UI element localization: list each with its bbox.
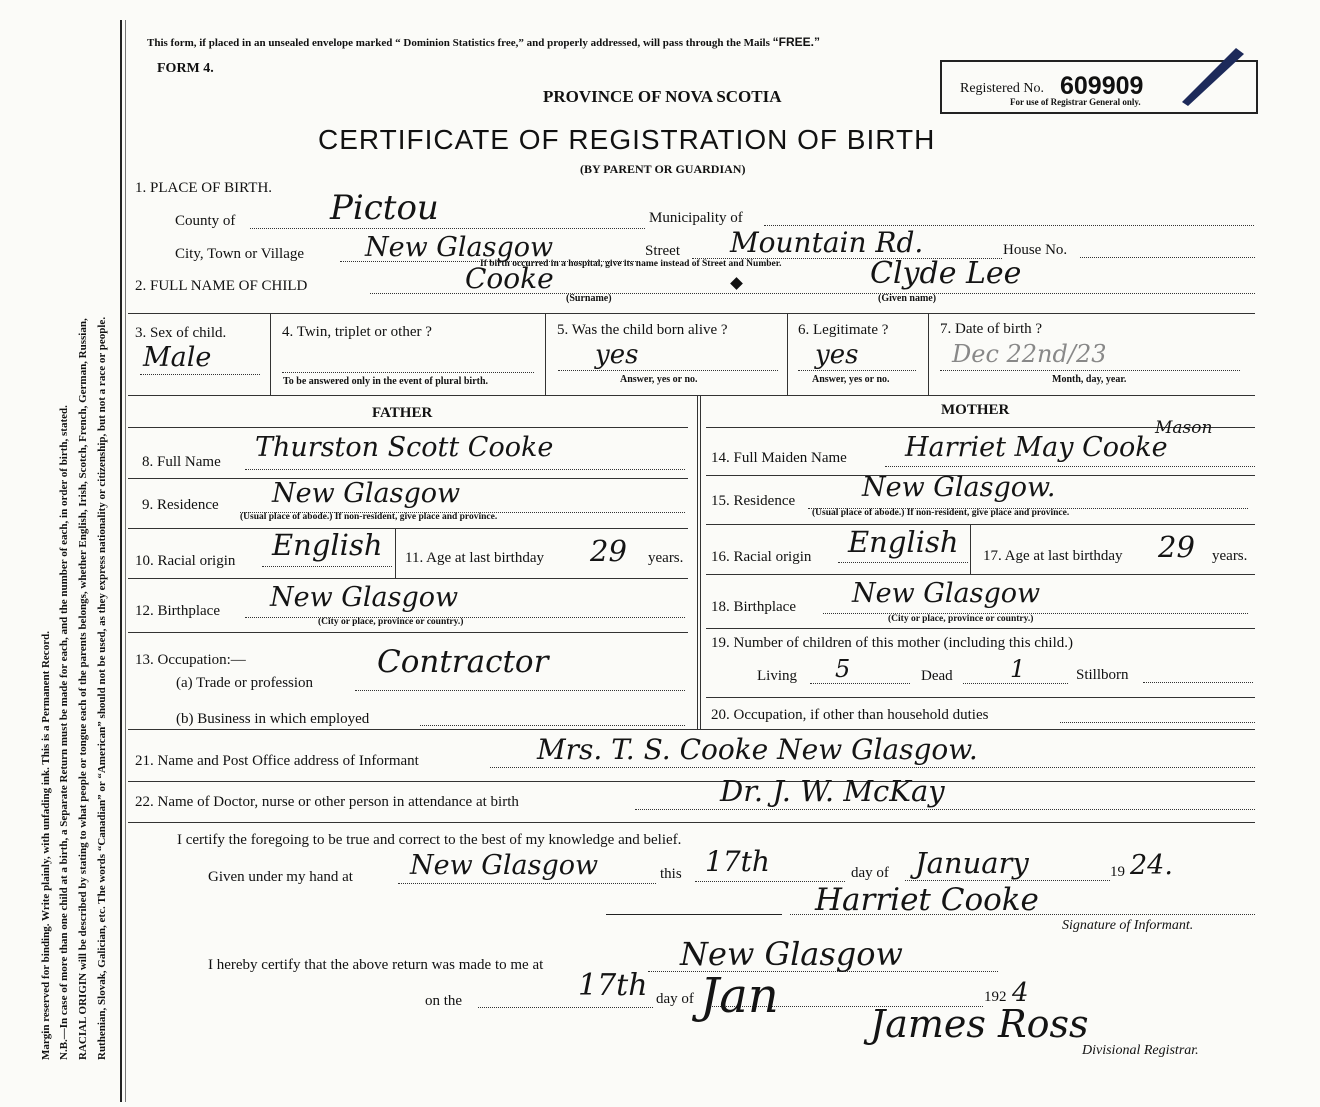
father-residence-value: New Glasgow [272,478,461,509]
father-name-label: 8. Full Name [142,454,221,470]
doctor-label: 22. Name of Doctor, nurse or other person in attendance at birth [135,794,519,810]
mother-row-sep-2 [706,524,1255,525]
registered-number: 609909 [1060,72,1144,100]
dob-value: Dec 22nd/23 [952,340,1107,368]
form-number: FORM 4. [157,61,214,76]
registrar-place-value: New Glasgow [680,935,903,973]
mother-stillborn-line [1143,682,1253,683]
twin-line [282,372,534,373]
street-label: Street [645,243,680,259]
hospital-note: If birth occurred in a hospital, give its name instead of Street and Number. [480,259,782,269]
legitimate-value: yes [815,340,859,370]
informant-label: 21. Name and Post Office address of Informant [135,753,419,769]
county-label: County of [175,213,236,229]
father-birthplace-caption: (City or place, province or country.) [318,617,464,627]
mother-living-line [810,683,910,684]
registrar-year-suffix: 4 [1012,978,1029,1008]
margin-note-3: RACIAL ORIGIN will be described by stating to what people or tongue each of the parents belongs, whether English, Irish, Scotch, French, German, Russian, [77,318,89,1060]
given-caption: (Given name) [878,293,937,304]
place-of-birth-label: 1. PLACE OF BIRTH. [135,180,273,196]
given-place-value: New Glasgow [410,850,599,881]
father-row-sep-4 [128,632,688,633]
mother-heading: MOTHER [941,402,1010,418]
child-surname-value: Cooke [465,262,554,295]
mother-living-value: 5 [835,655,851,683]
mother-birthplace-line [823,613,1248,614]
mother-occupation-line [1060,722,1255,723]
mother-birthplace-value: New Glasgow [852,578,1041,609]
registrar-day-of-label: day of [656,991,694,1007]
informant-bottom-border [128,781,1255,782]
registrar-statement: I hereby certify that the above return was made to me at [208,957,544,973]
county-line [250,228,645,229]
province-heading: PROVINCE OF NOVA SCOTIA [543,87,782,106]
mail-notice: This form, if placed in an unsealed envelope marked “ Dominion Statistics free,” and properly addressed, will pass through the Mails “FREE.” [147,35,820,49]
mother-name-correction: Mason [1155,418,1213,438]
father-heading: FATHER [372,405,433,421]
informant-signature-caption: Signature of Informant. [1062,918,1194,933]
mother-residence-caption: (Usual place of abode.) If non-resident, give place and province. [812,508,1070,518]
row3-top-border [128,313,1255,314]
mother-row-sep-4 [706,628,1255,629]
father-racial-value: English [272,528,383,562]
row3-bottom-border [128,395,1255,396]
alive-line [558,370,778,371]
twin-note: To be answered only in the event of plural birth. [283,376,489,387]
father-name-line [245,469,685,470]
mother-racial-label: 16. Racial origin [711,549,812,565]
father-occupation-label: 13. Occupation:— [135,652,246,668]
doctor-bottom-border [128,822,1255,823]
bullet-mark [730,277,743,290]
signature-short-line [606,914,782,915]
mother-row-sep-5 [706,697,1255,698]
given-day-of-label: day of [851,865,889,881]
mother-dead-value: 1 [1010,655,1026,683]
twin-label: 4. Twin, triplet or other ? [282,324,432,340]
father-residence-label: 9. Residence [142,497,219,513]
legitimate-caption: Answer, yes or no. [812,374,890,385]
house-label: House No. [1003,242,1068,258]
registrar-day-value: 17th [578,968,648,1003]
mother-name-line [885,466,1255,467]
given-place-line [398,883,656,884]
mother-racial-line [838,562,968,563]
sex-line [140,374,260,375]
given-month-value: January [915,846,1029,880]
father-business-label: (b) Business in which employed [176,711,370,727]
father-age-years: years. [648,550,684,566]
mother-children-label: 19. Number of children of this mother (including this child.) [711,635,1074,651]
street-value: Mountain Rd. [730,226,924,259]
mother-age-label: 17. Age at last birthday [983,548,1123,564]
given-this-label: this [660,866,682,882]
given-year-suffix: 24. [1130,850,1173,881]
binding-margin-line-inner [125,20,126,1102]
registrar-year-prefix: 192 [984,989,1007,1005]
dob-line [940,370,1240,371]
father-age-label: 11. Age at last birthday [405,550,544,566]
informant-line [490,767,1255,768]
father-residence-caption: (Usual place of abode.) If non-resident, give place and province. [240,512,498,522]
registrar-caption: Divisional Registrar. [1082,1043,1199,1058]
margin-note-2: N.B.—In case of more than one child at a birth, a Separate Return must be made for each, and the number of each, in order of birth, stated. [58,405,70,1060]
given-year-prefix: 19 [1110,864,1125,880]
margin-note-4: Ruthenian, Slovak, Galician, etc. The words “Canadian” or “American” should not be used, as they express nationality or citizenship, but not a race or people. [96,316,108,1060]
certify-statement: I certify the foregoing to be true and correct to the best of my knowledge and belief. [177,832,682,848]
mother-dead-line [963,683,1068,684]
father-age-divider [395,528,396,578]
mother-dead-label: Dead [921,668,953,684]
registrar-use-note: For use of Registrar General only. [1010,97,1141,107]
mother-age-divider [970,524,971,574]
mother-age-value: 29 [1158,530,1195,564]
mother-name-label: 14. Full Maiden Name [711,450,847,466]
row3-divider-1 [270,313,271,395]
mother-occupation-label: 20. Occupation, if other than household duties [711,707,989,723]
sex-label: 3. Sex of child. [135,325,227,341]
father-trade-line [355,690,685,691]
check-mark-icon [1178,40,1248,110]
parents-divider [697,395,698,729]
registrar-signature: James Ross [870,1002,1089,1046]
surname-caption: (Surname) [566,293,612,304]
house-line [1080,257,1255,258]
alive-value: yes [595,340,639,370]
legitimate-label: 6. Legitimate ? [798,322,889,338]
registrar-on-the-label: on the [425,993,463,1009]
informant-value: Mrs. T. S. Cooke New Glasgow. [537,733,978,766]
dob-label: 7. Date of birth ? [940,321,1043,337]
row3-divider-4 [928,313,929,395]
father-row-sep-2 [128,528,688,529]
page-title: CERTIFICATE OF REGISTRATION OF BIRTH [318,124,936,155]
county-value: Pictou [330,188,439,228]
given-label: Given under my hand at [208,869,353,885]
father-trade-value: Contractor [377,644,549,680]
mother-age-years: years. [1212,548,1248,564]
given-day-value: 17th [705,845,770,878]
municipality-label: Municipality of [649,210,743,226]
father-racial-line [262,566,392,567]
city-value: New Glasgow [365,232,554,263]
doctor-line [635,809,1255,810]
registrar-month-value: Jan [700,968,779,1024]
father-racial-label: 10. Racial origin [135,553,236,569]
margin-note-1: Margin reserved for binding. Write plainly, with unfading ink. This is a Permanent Record. [40,631,52,1060]
father-trade-label: (a) Trade or profession [176,675,314,691]
page-subtitle: (BY PARENT OR GUARDIAN) [580,162,746,176]
father-name-value: Thurston Scott Cooke [255,432,554,463]
father-birthplace-value: New Glasgow [270,582,459,613]
alive-label: 5. Was the child born alive ? [557,322,728,338]
child-name-label: 2. FULL NAME OF CHILD [135,278,308,294]
mother-residence-label: 15. Residence [711,493,796,509]
row3-divider-3 [787,313,788,395]
legitimate-line [798,370,916,371]
mother-residence-value: New Glasgow. [862,472,1056,503]
mother-racial-value: English [848,525,959,559]
registered-label: Registered No. [960,81,1044,96]
dob-caption: Month, day, year. [1052,374,1127,385]
child-given-value: Clyde Lee [870,256,1022,291]
mother-birthplace-caption: (City or place, province or country.) [888,614,1034,624]
row3-divider-2 [545,313,546,395]
binding-margin-line [120,20,122,1102]
father-row-sep-3 [128,578,688,579]
parents-divider-2 [700,395,701,729]
mother-birthplace-label: 18. Birthplace [711,599,796,615]
father-age-value: 29 [590,534,627,568]
parents-bottom-border [128,729,1255,730]
mother-row-sep-3 [706,574,1255,575]
informant-signature: Harriet Cooke [815,882,1039,918]
given-month-line [905,880,1110,881]
city-label: City, Town or Village [175,246,305,262]
mother-name-value: Harriet May Cooke [905,432,1168,463]
registrar-day-line [478,1007,653,1008]
father-birthplace-line [245,617,685,618]
mother-living-label: Living [757,668,797,684]
father-row-sep-0 [128,427,688,428]
father-business-line [420,725,685,726]
doctor-value: Dr. J. W. McKay [720,774,945,808]
mother-stillborn-label: Stillborn [1076,667,1129,683]
sex-value: Male [143,342,212,373]
alive-caption: Answer, yes or no. [620,374,698,385]
father-birthplace-label: 12. Birthplace [135,603,220,619]
